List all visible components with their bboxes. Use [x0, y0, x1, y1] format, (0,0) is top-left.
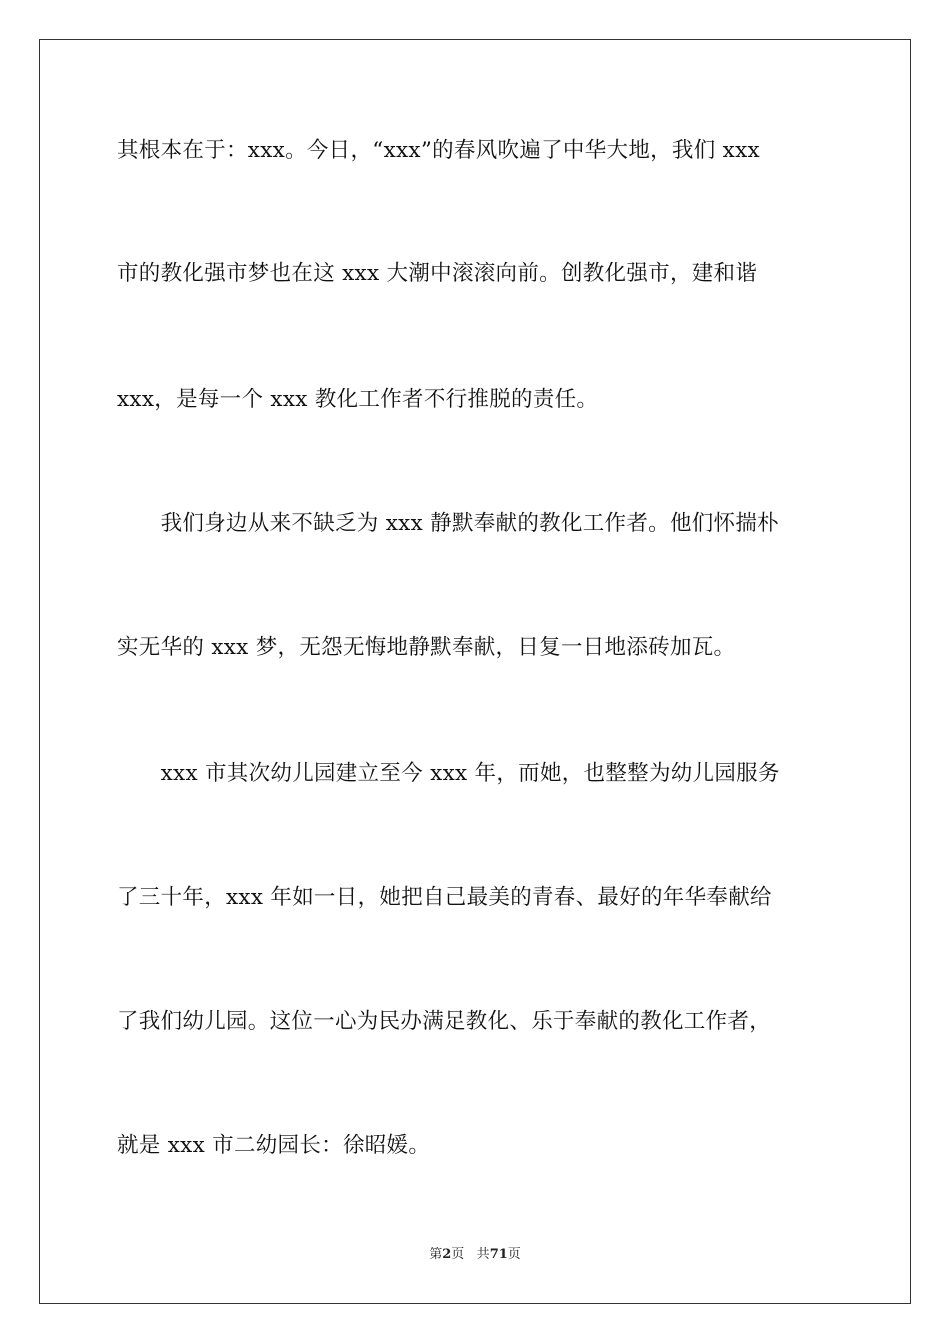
page-suffix: 页 — [451, 1247, 465, 1262]
total-pages: 71 — [489, 1247, 508, 1262]
total-prefix: 共 — [476, 1247, 490, 1262]
page-border — [39, 39, 911, 1304]
text-line-8: 了我们幼儿园。这位一心为民办满足教化、乐于奉献的教化工作者， — [117, 1009, 772, 1034]
text-line-6: xxx 市其次幼儿园建立至今 xxx 年，而她，也整整为幼儿园服务 — [117, 761, 780, 786]
text-line-4: 我们身边从来不缺乏为 xxx 静默奉献的教化工作者。他们怀揣朴 — [117, 511, 779, 536]
page-footer — [0, 1246, 950, 1264]
text-line-5: 实无华的 xxx 梦，无怨无悔地静默奉献，日复一日地添砖加瓦。 — [117, 635, 736, 660]
text-line-7: 了三十年，xxx 年如一日，她把自己最美的青春、最好的年华奉献给 — [117, 885, 772, 910]
page-number: 2 — [442, 1247, 452, 1262]
text-line-1: 其根本在于：xxx。今日，“xxx”的春风吹遍了中华大地，我们 xxx — [117, 138, 760, 163]
text-line-9: 就是 xxx 市二幼园长：徐昭媛。 — [117, 1133, 431, 1158]
total-suffix: 页 — [507, 1247, 521, 1262]
page-prefix: 第 — [429, 1247, 443, 1262]
text-line-3: xxx，是每一个 xxx 教化工作者不行推脱的责任。 — [117, 387, 599, 412]
text-line-2: 市的教化强市梦也在这 xxx 大潮中滚滚向前。创教化强市，建和谐 — [117, 261, 758, 286]
